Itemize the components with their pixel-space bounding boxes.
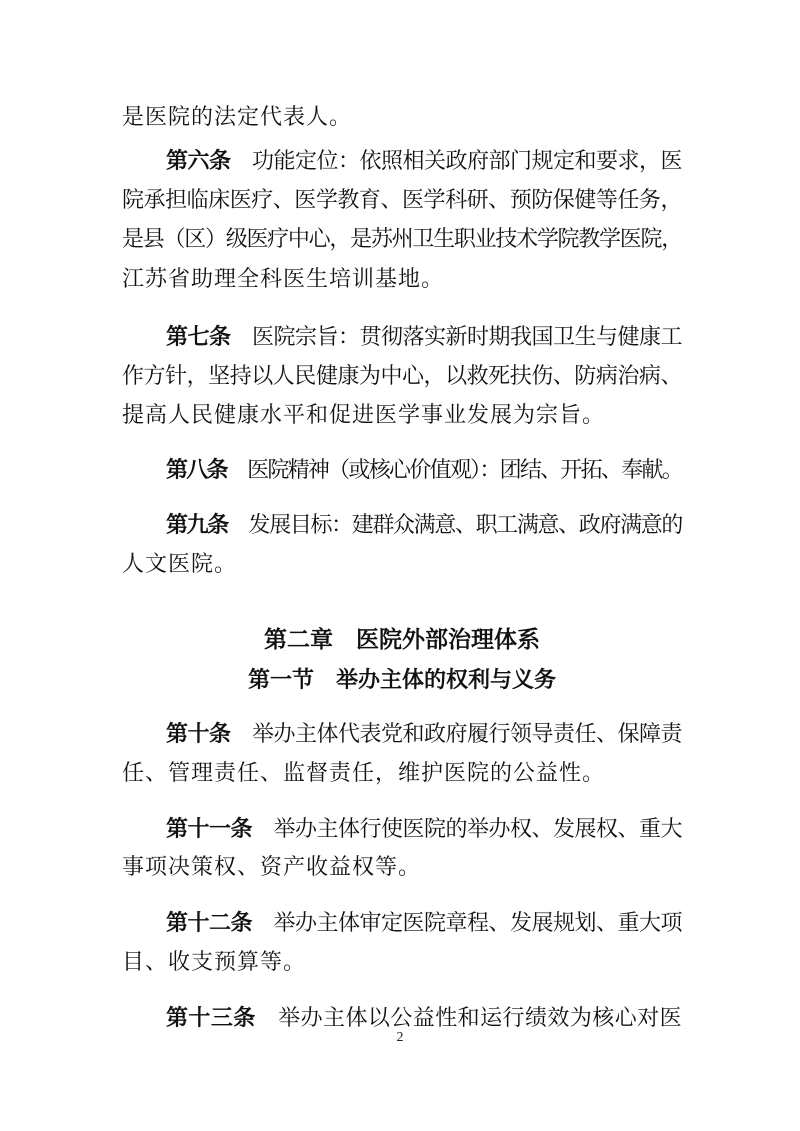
article-text: 功能定位：依照相关政府部门规定和要求，医 xyxy=(230,149,683,174)
article-text: 举办主体代表党和政府履行领导责任、保障责 xyxy=(230,722,683,747)
article-heading: 第十三条 xyxy=(166,1005,256,1031)
article-6-line-4: 江苏省助理全科医生培训基地。 xyxy=(122,267,445,292)
article-text: 医院精神（或核心价值观）：团结、开拓、奉献。 xyxy=(226,458,683,483)
article-6-line-3: 是县（区）级医疗中心，是苏州卫生职业技术学院教学医院， xyxy=(122,227,683,252)
article-6-line-2: 院承担临床医疗、医学教育、医学科研、预防保健等任务， xyxy=(122,188,683,213)
article-heading: 第七条 xyxy=(166,324,231,350)
chapter-title: 第二章 医院外部治理体系 xyxy=(264,627,540,653)
article-heading: 第十二条 xyxy=(166,910,253,936)
article-heading: 第六条 xyxy=(166,148,231,174)
article-text: 发展目标：建群众满意、职工满意、政府满意的 xyxy=(227,513,683,538)
article-11-line-1 xyxy=(166,814,682,845)
article-heading: 第十一条 xyxy=(166,816,253,842)
article-6-line-1 xyxy=(166,146,682,177)
article-9-line-2: 人文医院。 xyxy=(122,552,238,577)
article-text: 举办主体审定医院章程、发展规划、重大项 xyxy=(252,911,683,936)
article-7-line-1 xyxy=(166,322,682,353)
article-heading: 第九条 xyxy=(166,512,228,538)
article-text: 举办主体以公益性和运行绩效为核心对医 xyxy=(255,1006,683,1031)
article-11-line-2: 事项决策权、资产收益权等。 xyxy=(122,855,422,880)
section-title: 第一节 举办主体的权利与义务 xyxy=(247,667,556,693)
article-7-line-3: 提高人民健康水平和促进医学事业发展为宗旨。 xyxy=(122,403,606,428)
article-heading: 第十条 xyxy=(166,721,231,747)
article-text: 举办主体行使医院的举办权、发展权、重大 xyxy=(252,817,683,842)
page-number: 2 xyxy=(396,1030,404,1045)
article-12-line-1 xyxy=(166,908,682,939)
article-heading: 第八条 xyxy=(166,457,227,483)
article-7-line-2: 作方针，坚持以人民健康为中心，以救死扶伤、防病治病、 xyxy=(122,364,683,389)
article-9-line-1 xyxy=(166,510,682,541)
article-8-line-1 xyxy=(166,455,682,486)
article-10-line-2: 任、管理责任、监督责任，维护医院的公益性。 xyxy=(122,761,606,786)
article-12-line-2: 目、收支预算等。 xyxy=(122,950,307,975)
article-10-line-1 xyxy=(166,719,682,750)
text-line: 是医院的法定代表人。 xyxy=(122,105,353,130)
article-text: 医院宗旨：贯彻落实新时期我国卫生与健康工 xyxy=(230,325,683,350)
